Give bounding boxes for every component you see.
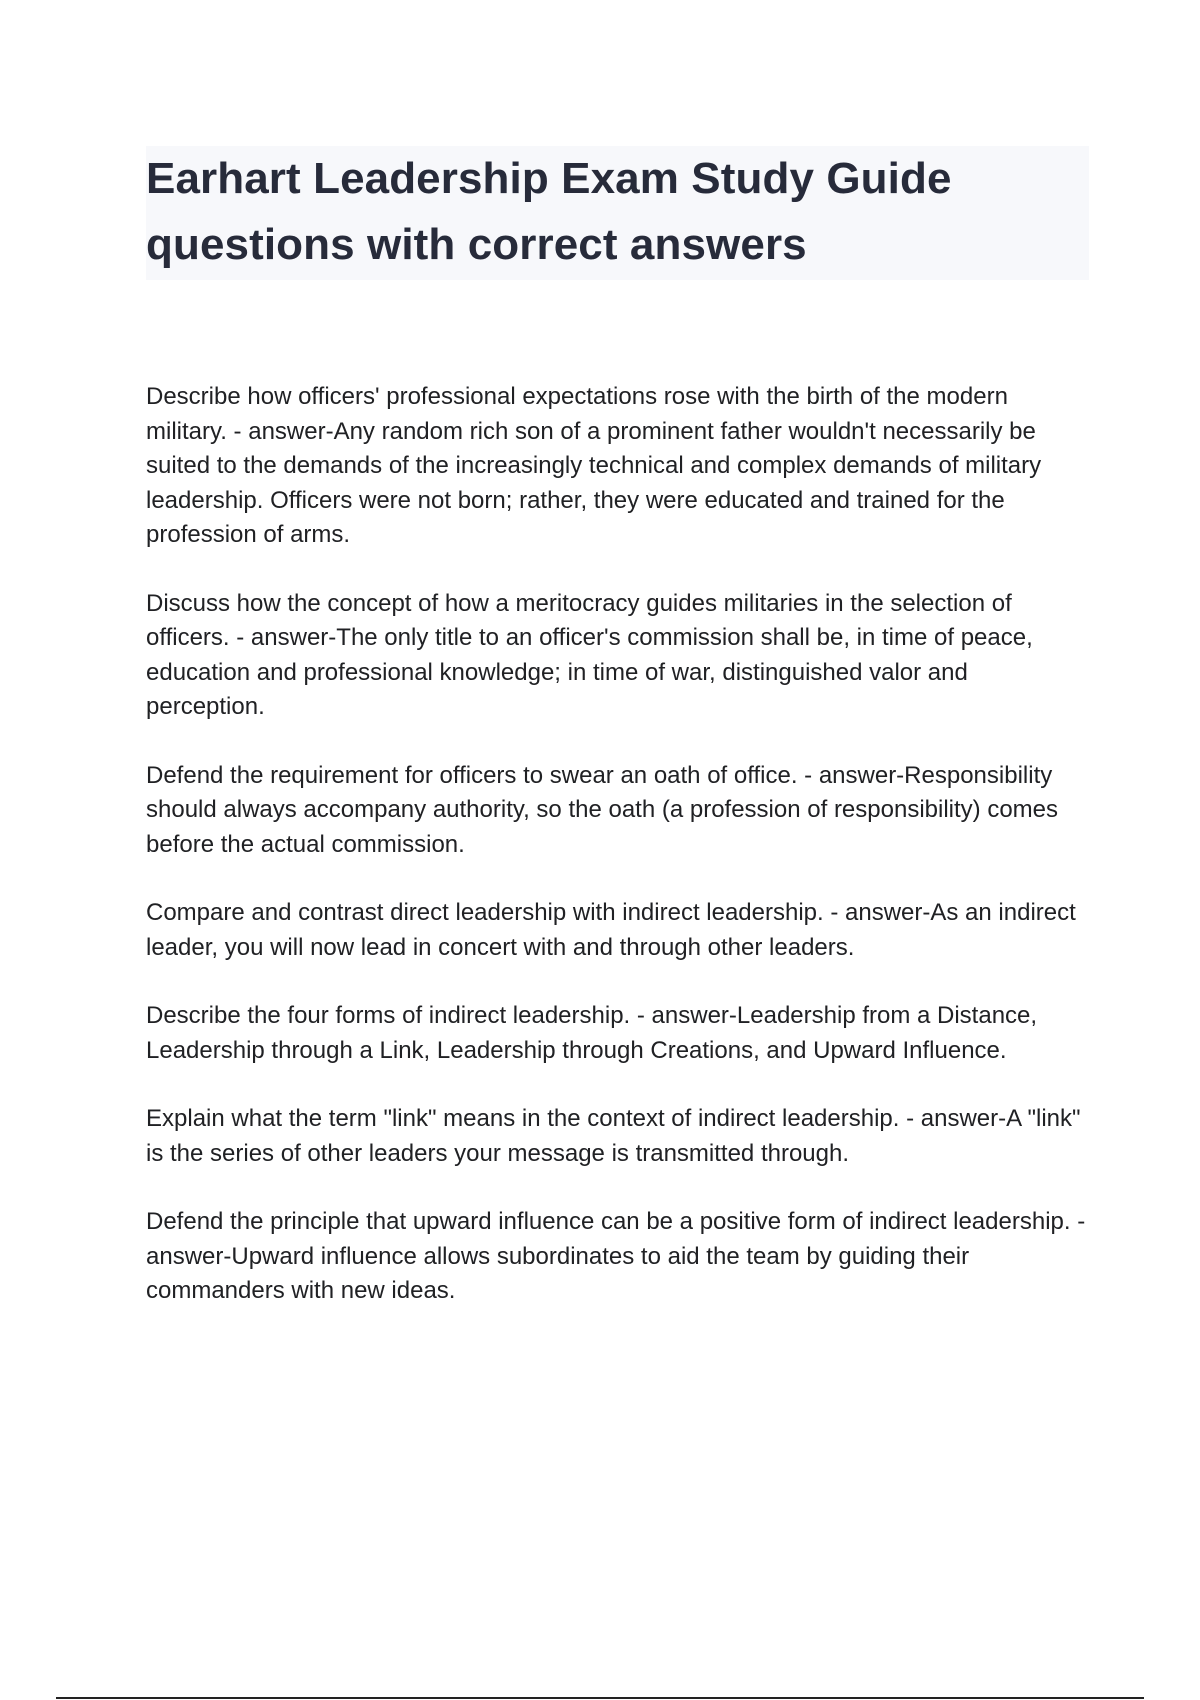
answer-separator: - answer-	[797, 761, 905, 789]
title-banner	[146, 146, 1089, 280]
answer-text: Leadership from a Distance, Leadership through a Link, Leadership through Creations, and Upward Influence.	[146, 1002, 1038, 1064]
answer-separator: - answer-	[899, 1105, 1007, 1132]
answer-text: A "link" is the series of other leaders your message is transmitted through.	[146, 1105, 1081, 1167]
answer-separator: - answer-	[823, 899, 931, 926]
question-text: Explain what the term "link" means in the context of indirect leadership.	[146, 1105, 900, 1132]
question-text: Discuss how the concept of how a meritocracy guides militaries in the selection of officers.	[146, 589, 1012, 651]
qa-list	[146, 380, 1091, 1343]
qa-item	[146, 896, 1091, 965]
qa-item	[146, 1205, 1091, 1309]
question-text: Defend the requirement for officers to swear an oath of office.	[146, 761, 798, 789]
question-text: Describe how officers' professional expectations rose with the birth of the modern military.	[146, 383, 1008, 445]
question-text: Compare and contrast direct leadership with indirect leadership.	[146, 899, 824, 926]
answer-text: Upward influence allows subordinates to aid the team by guiding their commanders with new ideas.	[146, 1242, 970, 1304]
answer-separator: - answer-	[146, 1208, 1086, 1270]
qa-item	[146, 1102, 1091, 1171]
page-title: Earhart Leadership Exam Study Guide questions with correct answers	[146, 154, 952, 269]
answer-separator: - answer-	[229, 624, 337, 651]
qa-item	[146, 587, 1091, 725]
qa-item	[146, 380, 1091, 553]
question-text: Describe the four forms of indirect leadership.	[146, 1002, 631, 1029]
qa-item	[146, 999, 1091, 1068]
answer-text: As an indirect leader, you will now lead in concert with and through other leaders.	[146, 899, 1076, 961]
answer-text: The only title to an officer's commission shall be, in time of peace, education and professional knowledge; in time of war, distinguished valor and perception.	[146, 624, 1033, 720]
qa-item	[146, 759, 1091, 863]
question-text: Defend the principle that upward influence can be a positive form of indirect leadership.	[146, 1208, 1071, 1235]
footer-divider	[56, 1697, 1144, 1699]
answer-separator: - answer-	[226, 417, 334, 445]
answer-text: Responsibility should always accompany authority, so the oath (a profession of responsibility) comes before the actual commission.	[146, 761, 1059, 858]
answer-text: Any random rich son of a prominent father wouldn't necessarily be suited to the demands of the increasingly technical and complex demands of military leadership. Officers were not born; rather, they were educated and trained for the profession of arms.	[146, 417, 1042, 548]
answer-separator: - answer-	[630, 1002, 737, 1029]
